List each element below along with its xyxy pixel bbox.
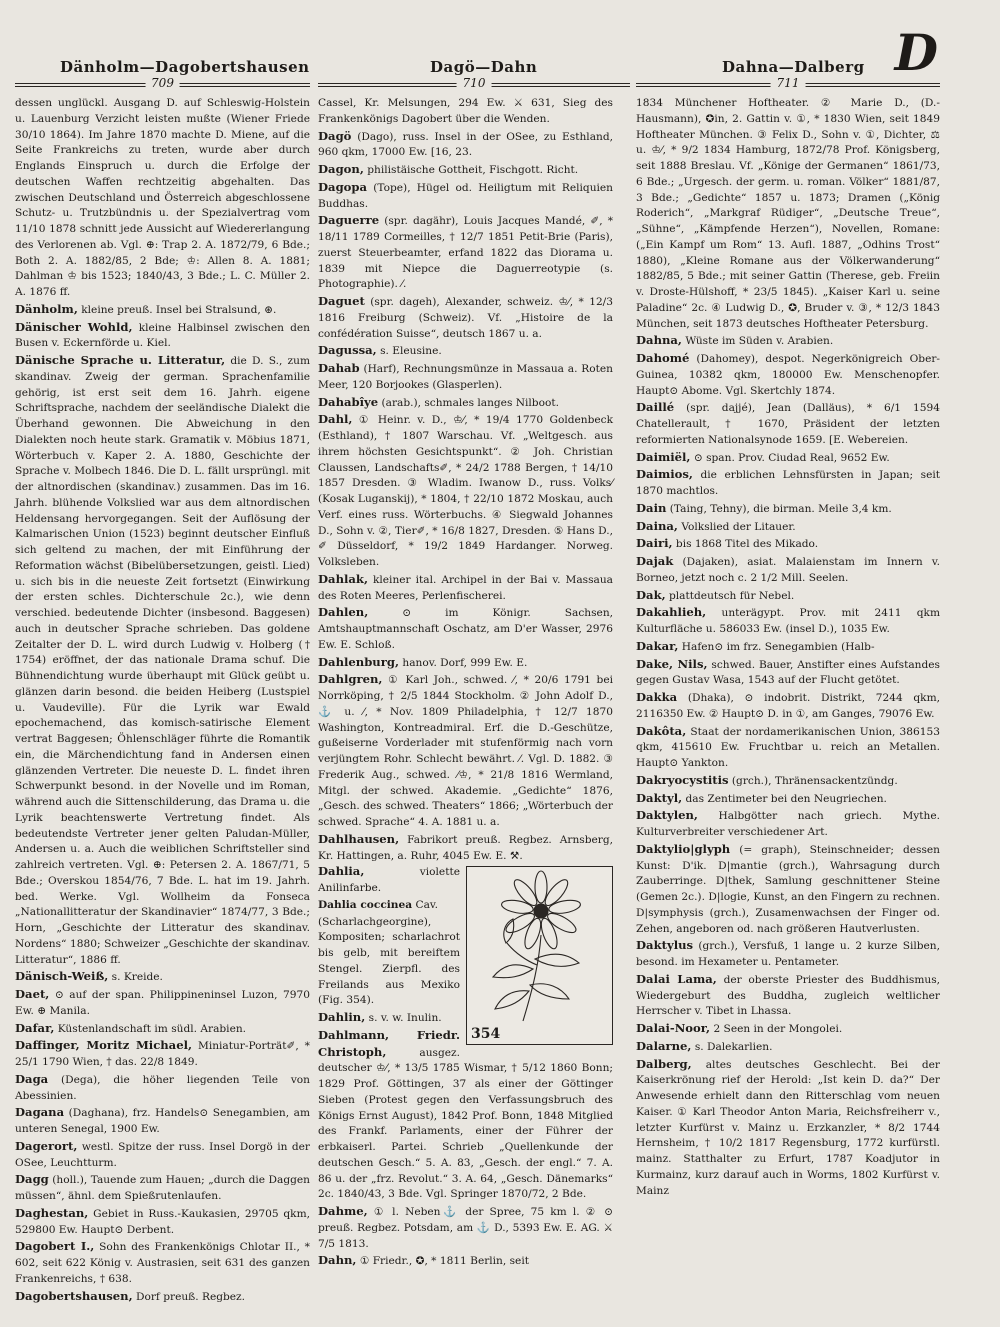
entry-text: s. Eleusine.	[380, 345, 442, 358]
entry-text: (Dajaken), asiat. Malaienstam im Innern v. Borneo, jetzt noch c. 2 1/2 Mill. Seelen.	[636, 556, 940, 584]
entry-headword: Daet,	[15, 987, 50, 1001]
entry-text: (= graph), Steinschneider; dessen Kunst: D'ik. D|mantie (grch.), Wahrsagung durch Zauberringe. D|thek, Samlung geschnittener Steine (Gemen 2c.). D|logie, Kunst, an den Fingern zu rechnen. D|symphysis (grch.), Zusamenwachsen der Finger od. Zehen, angeboren od. nach größeren Hautverlusten.	[636, 843, 940, 935]
page-number: 710	[457, 76, 492, 90]
figure-number: 354	[471, 1025, 501, 1042]
dictionary-entry	[318, 361, 613, 394]
entry-text: Miniatur-Porträt✐, * 25/1 1790 Wien, † das. 22/8 1849.	[15, 1040, 310, 1068]
entry-text: ausgez. deutscher ♔⁄, * 13/5 1785 Wismar, † 5/12 1860 Bonn; 1829 Prof. Göttingen, 37 als einer der Göttinger Sieben (Protest gegen den Verfassungsbruch des Königs Ernst August), 1842 Prof. Bonn, 1848 Mitglied des Frankf. Parlaments, einer der Führer der erbkaiserl. Partei. Schrieb „Quellenkunde der deutschen Gesch.“ 5. A. 83, „Gesch. der engl.“ 7. A. 86 u. der „frz. Revolut.“ 3. A. 64, „Gesch. Dänemarks“ 2c. 1840/43, 3 Bde. Vgl. Springer 1870/72, 2 Bde.	[318, 1046, 613, 1201]
dictionary-entry	[636, 657, 940, 690]
entry-text: (Scharlachgeorgine), Kompositen; scharlachrot bis gelb, mit bereiftem Stengel. Zierpfl. des Freilands aus Mexiko (Fig. 354).	[318, 915, 460, 1007]
dictionary-entry	[636, 690, 940, 723]
dictionary-entry	[15, 987, 310, 1020]
dictionary-entry	[318, 572, 613, 605]
page-rule-709	[15, 76, 310, 90]
dictionary-entry	[318, 162, 613, 179]
entry-headword: Dahlia,	[318, 864, 365, 879]
entry-headword: Daktylio|glyph	[636, 841, 731, 856]
entry-headword: Dakka	[636, 690, 678, 704]
dictionary-entry	[636, 536, 940, 553]
dictionary-entry	[15, 969, 310, 986]
dictionary-entry	[636, 724, 940, 772]
dictionary-entry	[318, 395, 613, 412]
entry-headword: Dahlak,	[318, 571, 368, 586]
dictionary-entry	[636, 938, 940, 971]
entry-text: altes deutsches Geschlecht. Bei der Kaiserkrönung rief der Herold: „Ist kein D. da?“ Der Anwesende erhielt dann den Ritterschlag vom neuen Kaiser. ① Karl Theodor Anton Maria, Reichsfreiherr v., letzter Kurfürst v. Mainz u. Erzkanzler, * 8/2 1744 Hernsheim, † 10/2 1817 Regensburg, 1772 kurfürstl. mainz. Statthalter zu Erfurt, 1787 Koadjutor in Kurmainz, kurz darauf auch in Worms, 1802 Kurfürst v. Mainz	[636, 1058, 940, 1197]
dictionary-entry	[636, 1057, 940, 1200]
dictionary-entry	[318, 412, 613, 571]
entry-text: (Taing, Tehny), die birman. Meile 3,4 km.	[669, 502, 892, 515]
entry-headword: Dagg	[15, 1172, 49, 1187]
dictionary-entry	[636, 501, 940, 518]
entry-headword: Dahlen,	[318, 605, 369, 620]
entry-text: (spr. dagähr), Louis Jacques Mandé, ✐, * 18/11 1789 Cormeilles, † 12/7 1851 Petit-Brie (Paris), zuerst Steuerbeamter, erfand 1822 das Diorama u. 1839 mit Niepce die Daguerreotypie (s. Photographie). ⁄.	[318, 215, 614, 291]
entry-headword: Dagobertshausen,	[15, 1288, 133, 1303]
entry-headword: Daina,	[636, 518, 678, 533]
entry-headword: Dake, Nils,	[636, 656, 708, 671]
dictionary-entry	[318, 213, 613, 293]
dictionary-entry	[318, 343, 613, 360]
entry-text: (Dago), russ. Insel in der OSee, zu Esthland, 960 qkm, 17000 Ew. [16, 23.	[318, 130, 613, 159]
entry-headword: Dagon,	[318, 162, 364, 176]
entry-text: violette Anilinfarbe.	[318, 866, 460, 894]
entry-text: (spr. dajjé), Jean (Dalläus), * 6/1 1594 Chatellerault, † 1670, Präsident der letzten reformierten Nationalsynode 1659. [E. Webereien.	[636, 402, 941, 446]
entry-text: (grch.), Versfuß, 1 lange u. 2 kurze Silben, besond. im Hexameter u. Pentameter.	[636, 940, 940, 968]
entry-headword: Dahna,	[636, 333, 682, 348]
dictionary-entry	[15, 1206, 310, 1239]
entry-text: Gebiet in Russ.-Kaukasien, 29705 qkm, 529800 Ew. Haupt⊙ Derbent.	[15, 1207, 310, 1236]
entry-text: ⊙ span. Prov. Ciudad Real, 9652 Ew.	[693, 451, 890, 464]
entry-headword: Dänische Sprache u. Litteratur,	[15, 353, 226, 367]
dahlia-illustration	[466, 866, 613, 1045]
entry-headword: Dain	[636, 500, 667, 515]
entry-text: dessen unglückl. Ausgang D. auf Schleswig-Holstein u. Lauenburg Verzicht leisten mußte (Wiener Friede 30/10 1864). Im Jahre 1870 machte D. Miene, auf die Seite Frankreichs zu treten, wurde aber durch Englands Einspruch u. durch die Erfolge der deutschen Waffen rechtzeitig abgehalten. Das zwischen Deutschland und Österreich abgeschlossene Schutz- u. Trutzbündnis u. der Spezialvertrag vom 11/10 1878 schnitt jede Aussicht auf Wiedererlangung des Verlorenen ab. Vgl. ⊕: Trap 2. A. 1872/79, 6 Bde.; Both 2. A. 1882/85, 2 Bde; ♔: Allen 8. A. 1881; Dahlman ♔ bis 1523; 1840/43, 3 Bde.; L. C. Müller 2. A. 1876 ff.	[15, 97, 310, 298]
entry-text: westl. Spitze der russ. Insel Dorgö in der OSee, Leuchtturm.	[15, 1140, 310, 1169]
entry-text: 1834 Münchener Hoftheater. ② Marie D., (D.-Hausmann), ✪in, 2. Gattin v. ①, * 1830 Wien, seit 1849 Hoftheater München. ③ Felix D., Sohn v. ①, Dichter, ⚖ u. ♔⁄, * 9/2 1834 Hamburg, 1872/78 Prof. Königsberg, seit 1888 Breslau. Vf. „Könige der Germanen“ 1861/73, 6 Bde.; „Urgesch. der germ. u. roman. Völker“ 1881/87, 3 Bde.; „Gedichte“ 1857 u. 1873; Dramen („König Roderich“, „Markgraf Rüdiger“, „Deutsche Treue“, „Sühne“, „Kämpfende Herzen“), Novellen, Romane: („Ein Kampf um Rom“ 13. Aufl. 1887, „Odhins Trost“ 1880), „Kleine Romane aus der Völkerwanderung“ 1882/85, 5 Bde.; mit seiner Gattin (Therese, geb. Freiin v. Droste-Hülshoff, * 23/5 1845). „Kaiser Karl u. seine Paladine“ 2c. ④ Ludwig D., ✪, Bruder v. ③, * 12/3 1843 München, seit 1873 deutsches Hoftheater Petersburg.	[636, 97, 940, 330]
entry-headword: Daillé	[636, 400, 675, 415]
entry-headword: Daga	[15, 1071, 49, 1086]
entry-headword: Daktyl,	[636, 790, 683, 805]
entry-headword: Dalberg,	[636, 1056, 692, 1071]
text-column-1	[15, 96, 311, 1303]
entry-text: das Zentimeter bei den Neugriechen.	[685, 792, 887, 805]
entry-text: Fabrikort preuß. Regbez. Arnsberg, Kr. Hattingen, a. Ruhr, 4045 Ew. E. ⚒.	[318, 833, 613, 862]
entry-text: (Dhaka), ⊙ indobrit. Distrikt, 7244 qkm, 2116350 Ew. ② Haupt⊙ D. in ①, am Ganges, 79076 Ew.	[636, 692, 940, 720]
header-right: Dahna—Dalberg	[722, 58, 865, 76]
entry-headword: Dakôta,	[636, 723, 687, 738]
section-letter: D	[894, 23, 938, 82]
entry-headword: Dahab	[318, 361, 360, 375]
dictionary-entry	[318, 96, 613, 128]
entry-headword: Dagopa	[318, 179, 368, 194]
entry-text: (Harf), Rechnungsmünze in Massaua a. Roten Meer, 120 Borjookes (Glasperlen).	[318, 363, 613, 391]
dictionary-entry	[636, 450, 940, 467]
dictionary-entry	[318, 1253, 613, 1270]
dictionary-entry	[636, 519, 940, 536]
dictionary-entry	[636, 972, 940, 1020]
dictionary-entry	[15, 320, 310, 353]
entry-headword: Dagö	[318, 128, 352, 143]
dictionary-entry	[15, 1021, 310, 1038]
dictionary-entry	[318, 1025, 613, 1203]
entry-text: (spr. dageh), Alexander, schweiz. ♔⁄, * 12/3 1816 Freiburg (Schweiz). Vf. „Histoire de la confédération Suisse“, deutsch 1867 u. a.	[318, 296, 613, 340]
entry-text: Cassel, Kr. Melsungen, 294 Ew. ⚔ 631, Sieg des Frankenkönigs Dagobert über die Wenden.	[318, 97, 613, 125]
dictionary-entry	[636, 842, 940, 938]
dictionary-entry	[318, 129, 613, 162]
entry-text: (Dega), die höher liegenden Teile von Abessinien.	[15, 1073, 310, 1102]
text-column-3	[636, 96, 940, 1276]
entry-headword: Dahomé	[636, 351, 690, 365]
dictionary-entry	[318, 180, 613, 213]
entry-text: die erblichen Lehnsfürsten in Japan; seit 1870 machtlos.	[636, 469, 940, 497]
entry-text: s. Kreide.	[111, 971, 163, 984]
entry-text: kleine preuß. Insel bei Stralsund, ⊛.	[81, 303, 277, 316]
entry-text: Volkslied der Litauer.	[681, 520, 796, 533]
entry-headword: Daktylus	[636, 938, 694, 953]
dictionary-entry	[636, 605, 940, 638]
dictionary-entry	[636, 96, 940, 332]
dictionary-entry	[15, 1239, 310, 1287]
entry-headword: Daguet	[318, 294, 365, 308]
header-center: Dagö—Dahn	[430, 58, 538, 76]
page-number: 711	[771, 76, 806, 90]
entry-headword: Dänholm,	[15, 301, 78, 316]
figure-caption-author: Cav.	[415, 898, 439, 911]
entry-headword: Dafar,	[15, 1020, 55, 1035]
entry-headword: Dahl,	[318, 412, 353, 427]
dictionary-entry	[636, 467, 940, 500]
dictionary-entry	[636, 351, 940, 399]
entry-text: plattdeutsch für Nebel.	[669, 589, 795, 602]
entry-text: kleine Halbinsel zwischen den Busen v. Eckernförde u. Kiel.	[15, 321, 310, 350]
entry-text: s. Dalekarlien.	[694, 1040, 773, 1053]
entry-headword: Dänisch-Weiß,	[15, 969, 109, 984]
dictionary-entry	[318, 1204, 613, 1252]
dahlia-flower-icon	[475, 873, 603, 1023]
entry-text: ① Friedr., ✪, * 1811 Berlin, seit	[359, 1255, 529, 1268]
entry-headword: Daguerre	[318, 213, 380, 228]
entry-text: ① l. Neben⚓ der Spree, 75 km l. ② ⊙ preuß. Regbez. Potsdam, am ⚓ D., 5393 Ew. E. AG. ⚔ 7/5 1813.	[318, 1206, 613, 1250]
dictionary-entry	[636, 773, 940, 790]
dictionary-entry	[636, 791, 940, 808]
entry-headword: Dakar,	[636, 638, 679, 653]
entry-text: Dorf preuß. Regbez.	[136, 1290, 245, 1303]
entry-text: 2 Seen in der Mongolei.	[713, 1023, 843, 1035]
dictionary-entry	[636, 333, 940, 350]
dictionary-entry	[15, 302, 310, 319]
entry-text: ① Heinr. v. D., ♔⁄, * 19/4 1770 Goldenbeck (Esthland), † 1807 Warschau. Vf. „Weltgesch. aus ihrem höchsten Gesichtspunkt“. ② Joh. Christian Claussen, Landschafts✐, * 24/2 1788 Bergen, † 14/10 1857 Dresden. ③ Wladim. Iwanow D., russ. Volks⁄ (Kosak Luganskij), * 1804, † 22/10 1872 Moskau, auch Verf. eines russ. Wörterbuchs. ④ Siegwald Johannes D., Sohn v. ②, Tier✐, * 16/8 1827, Dresden. ⑤ Hans D., ✐ Düsseldorf, * 19/2 1849 Hardanger. Norweg. Volksleben.	[318, 414, 613, 568]
entry-headword: Daimios,	[636, 467, 693, 482]
entry-text: (Dahomey), despot. Negerkönigreich Ober-Guinea, 10382 qkm, 180000 Ew. Menschenopfer. Haupt⊙ Abome. Vgl. Skertchly 1874.	[636, 353, 940, 397]
entry-text: (holl.), Tauende zum Hauen; „durch die Daggen müssen“, ähnl. dem Spießrutenlaufen.	[15, 1174, 311, 1202]
dictionary-entry	[318, 605, 613, 653]
entry-headword: Dagussa,	[318, 343, 377, 358]
entry-headword: Dagobert I.,	[15, 1239, 95, 1254]
dictionary-entry	[15, 1289, 310, 1306]
entry-text: kleiner ital. Archipel in der Bai v. Massaua des Roten Meeres, Perlenfischerei.	[318, 573, 613, 602]
page-rule-710	[318, 76, 630, 90]
entry-text: (Daghana), frz. Handels⊙ Senegambien, am unteren Senegal, 1900 Ew.	[15, 1107, 310, 1135]
dictionary-entry	[318, 832, 613, 865]
page-number: 709	[145, 76, 180, 90]
entry-text: Küstenlandschaft im südl. Arabien.	[57, 1022, 247, 1035]
entry-headword: Dagana	[15, 1105, 65, 1120]
entry-headword: Daffinger, Moritz Michael,	[15, 1038, 193, 1053]
entry-text: s. v. w. Inulin.	[368, 1012, 442, 1024]
entry-headword: Dahlgren,	[318, 672, 383, 687]
dictionary-entry	[636, 808, 940, 841]
page-rule-711	[636, 76, 940, 90]
dictionary-entry	[636, 1021, 940, 1038]
dictionary-entry	[15, 1105, 310, 1138]
entry-headword: Daghestan,	[15, 1205, 89, 1220]
entry-headword: Dahme,	[318, 1204, 368, 1218]
entry-headword: Dahlenburg,	[318, 654, 399, 669]
entry-text: (Tope), Hügel od. Heiligtum mit Reliquien Buddhas.	[318, 181, 614, 210]
dictionary-entry	[15, 1139, 310, 1172]
entry-text: (grch.), Thränensackentzündg.	[731, 774, 898, 787]
dictionary-entry	[636, 554, 940, 587]
entry-text: unterägypt. Prov. mit 2411 qkm Kulturfläche u. 586033 Ew. (insel D.), 1035 Ew.	[636, 607, 940, 635]
dictionary-entry	[636, 588, 940, 605]
entry-text: bis 1868 Titel des Mikado.	[675, 538, 819, 551]
entry-headword: Dairi,	[636, 536, 673, 551]
entry-text: ① Karl Joh., schwed. ⁄, * 20/6 1791 bei Norrköping, † 2/5 1844 Stockholm. ② John Adolf D., ⚓ u. ⁄, * Nov. 1809 Philadelphia, † 12/7 1870 Washington, Kontreadmiral. Erf. die D.-Geschütze, gußeiserne Vorderlader mit stufenförmig nach vorn verjüngtem Rohr. Schlecht bewährt. ⁄. Vgl. D. 1882. ③ Frederik Aug., schwed. ⁄♔, * 21/8 1816 Wermland, Mitgl. der schwed. Akademie. „Gedichte“ 1876, „Gesch. des schwed. Theaters“ 1866; „Wörterbuch der schwed. Sprache“ 4. A. 1881 u. a.	[318, 674, 613, 828]
dictionary-entry	[318, 655, 613, 672]
entry-text: Halbgötter nach griech. Mythe. Kulturverbreiter verschiedener Art.	[636, 810, 941, 838]
dictionary-entry	[15, 96, 310, 301]
dictionary-entry	[636, 400, 940, 448]
entry-headword: Dahlin,	[318, 1010, 366, 1024]
header-left: Dänholm—Dagobertshausen	[60, 58, 310, 76]
dictionary-entry	[15, 1038, 310, 1071]
entry-text: (arab.), schmales langes Nilboot.	[381, 396, 559, 409]
dictionary-entry	[318, 294, 613, 342]
entry-headword: Dahabîye	[318, 394, 379, 409]
text-column-2	[318, 96, 613, 1276]
entry-headword: Dalai Lama,	[636, 971, 717, 986]
entry-headword: Dalai-Noor,	[636, 1021, 711, 1035]
entry-text: philistäische Gottheit, Fischgott. Richt.	[367, 164, 579, 176]
entry-headword: Daktylen,	[636, 808, 698, 823]
entry-headword: Dajak	[636, 554, 674, 568]
entry-headword: Dagerort,	[15, 1138, 78, 1153]
dictionary-entry	[636, 639, 940, 656]
entry-text: schwed. Bauer, Anstifter eines Aufstandes gegen Gustav Wasa, 1543 auf der Flucht getötet.	[636, 658, 940, 687]
dictionary-entry	[15, 353, 310, 968]
figure-caption-title: Dahlia coccinea	[318, 898, 413, 911]
entry-text: Hafen⊙ im frz. Senegambien (Halb-	[681, 640, 875, 653]
entry-headword: Dänischer Wohld,	[15, 319, 133, 334]
entry-headword: Dakahlieh,	[636, 605, 707, 620]
entry-text: ⊙ auf der span. Philippineninsel Luzon, 7970 Ew. ⊕ Manila.	[15, 989, 311, 1017]
dictionary-entry	[15, 1072, 310, 1105]
entry-headword: Dak,	[636, 587, 666, 602]
entry-text: hanov. Dorf, 999 Ew. E.	[402, 656, 528, 669]
entry-headword: Dahlmann, Friedr. Christoph,	[318, 1027, 460, 1059]
entry-headword: Dahn,	[318, 1253, 357, 1268]
entry-text: der oberste Priester des Buddhismus, Wiedergeburt des Buddha, zugleich weltlicher Herrscher v. Tibet in Lhassa.	[636, 973, 940, 1018]
entry-text: Wüste im Süden v. Arabien.	[685, 335, 834, 348]
dictionary-entry	[318, 672, 613, 831]
entry-text: Sohn des Frankenkönigs Chlotar II., * 602, seit 622 König v. Austrasien, seit 631 des ganzen Frankenreichs, † 638.	[15, 1241, 310, 1285]
dictionary-entry	[636, 1039, 940, 1056]
dictionary-entry	[15, 1172, 310, 1205]
entry-headword: Dahlhausen,	[318, 831, 400, 846]
entry-headword: Daimiël,	[636, 449, 691, 464]
entry-headword: Dalarne,	[636, 1038, 692, 1053]
entry-headword: Dakryocystitis	[636, 772, 729, 787]
entry-text: Staat der nordamerikanischen Union, 386153 qkm, 415610 Ew. Fruchtbar u. reich an Metallen. Haupt⊙ Yankton.	[636, 725, 941, 769]
entry-text: die D. S., zum skandinav. Zweig der german. Sprachenfamilie gehörig, ist erst seit dem 16. Jahrh. eigene Schriftsprache, nachdem der seeländische Dialekt die Überhand gewonnen. Die Abweichung in den Dialekten noch heute stark. Gramatik v. Möbius 1871, Wörterbuch v. Kaper 2. A. 1880, Geschichte der Sprache v. Molbech 1846. Die D. L. fällt ursprüngl. mit der altnordischen (skandinav.) zusammen. Das im 16. Jahrh. blühende Volkslied war aus dem altnordischen Heldensang hervorgegangen. Seit der Auflösung der Kalmarischen Union (1523) beginnt deutscher Einfluß sich geltend zu machen, der mit Einführung der Reformation wächst (Bibelübersetzungen, geistl. Lied) u. sich bis in die neueste Zeit fortsetzt (Einwirkung der ersten schles. Dichterschule 2c.), wie denn verschied. bedeutende Dichter (insbesond. Baggesen) auch in deutscher Sprache schrieben. Das goldene Zeitalter der D. L. wird durch Ludwig v. Holberg († 1754) eröffnet, der das nationale Drama schuf. Die Bühnendichtung wurde überhaupt mit Glück geübt u. glänzen darin besond. die beiden Heiberg (Lustspiel u. Vaudeville). Für die Lyrik war Ewald epochemachend, das komisch-satirische Element vertrat Baggesen; Öhlenschläger führte die Romantik ein, die Märchendichtung fand in Andersen einen glänzenden Vertreter. Die neueste D. L. findet ihren Schwerpunkt besond. in der Novelle und im Roman, während auch die Sittenschilderung, das Drama u. die Lyrik beachtenswerte Vertretung findet. Als bedeutendste Vertreter jener gelten Paludan-Müller, Andersen u. a. Auch die weiblichen Schriftsteller sind zahlreich vertreten. Vgl. ⊕: Petersen 2. A. 1867/71, 5 Bde.; Overskou 1854/76, 7 Bde. L. hat im 19. Jahrh. bed. Werke. Vgl. Wollheim da Fonseca „Nationallitteratur der Skandinavier“ 1874/77, 3 Bde.; Horn, „Geschichte der Litteratur des skandinav. Nordens“ 1880; Schweizer „Geschichte der skandinav. Litteratur“, 1886 ff.	[15, 355, 310, 966]
entry-text: ⊙ im Königr. Sachsen, Amtshauptmannschaft Oschatz, am D'er Wasser, 2976 Ew. E. Schloß.	[318, 607, 614, 651]
